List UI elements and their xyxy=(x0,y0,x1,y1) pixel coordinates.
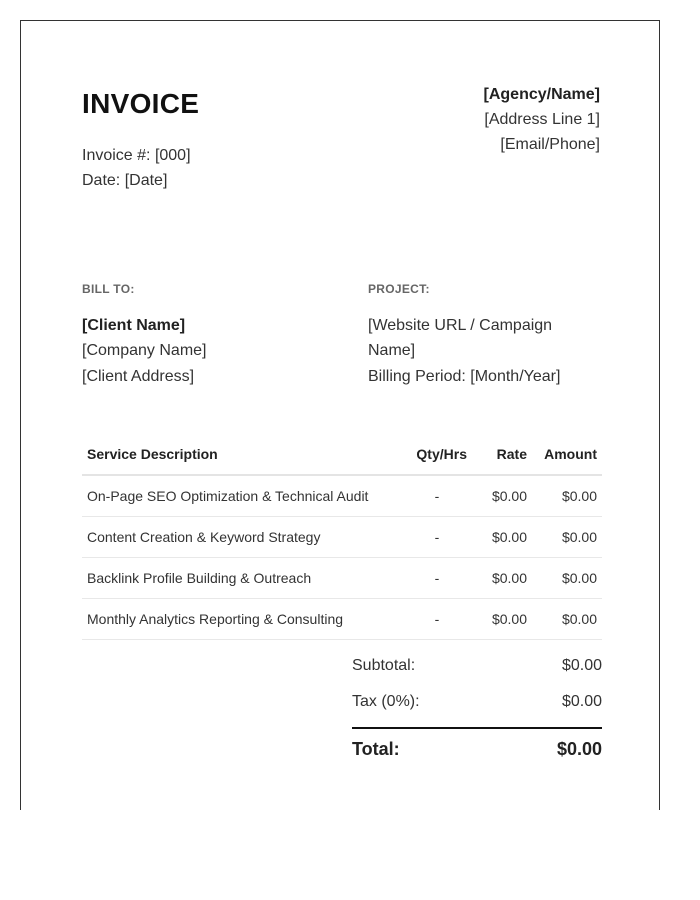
subtotal-row xyxy=(352,653,602,689)
invoice-meta xyxy=(82,143,191,193)
bill-to-label: BILL TO: xyxy=(82,282,135,296)
total-divider xyxy=(352,727,602,729)
totals-block xyxy=(352,653,602,760)
company-name: [Company Name] xyxy=(82,342,207,359)
services-table xyxy=(82,434,602,640)
project-block xyxy=(368,277,578,389)
invoice-date: [Date] xyxy=(124,172,168,189)
service-amount: $0.00 xyxy=(532,599,602,640)
total-label: Total: xyxy=(352,739,400,759)
service-amount: $0.00 xyxy=(532,517,602,558)
service-qty: - xyxy=(402,517,472,558)
subtotal-label: Subtotal: xyxy=(352,657,416,674)
total-row xyxy=(352,739,602,760)
client-name: [Client Name] xyxy=(82,316,186,334)
service-description: On-Page SEO Optimization & Technical Audit xyxy=(82,475,402,517)
agency-address: [Address Line 1] xyxy=(484,111,600,128)
subtotal-value: $0.00 xyxy=(561,657,602,674)
service-rate: $0.00 xyxy=(472,475,532,517)
service-description: Monthly Analytics Reporting & Consulting xyxy=(82,599,402,640)
invoice-sheet xyxy=(20,20,660,810)
header-description: Service Description xyxy=(82,434,402,475)
billing-period-label: Billing Period: xyxy=(368,367,466,385)
tax-label: Tax (0%): xyxy=(352,693,420,710)
invoice-number-line xyxy=(82,143,191,168)
service-rate: $0.00 xyxy=(472,517,532,558)
service-description: Content Creation & Keyword Strategy xyxy=(82,517,402,558)
agency-name: [Agency/Name] xyxy=(483,86,600,103)
header-amount: Amount xyxy=(532,434,602,475)
invoice-date-line xyxy=(82,168,191,193)
table-header-row xyxy=(82,434,602,475)
service-qty: - xyxy=(402,599,472,640)
client-address: [Client Address] xyxy=(82,367,195,385)
agency-block xyxy=(484,82,600,157)
service-qty: - xyxy=(402,558,472,599)
billing-period: [Month/Year] xyxy=(470,367,561,385)
service-amount: $0.00 xyxy=(532,558,602,599)
service-qty: - xyxy=(402,475,472,517)
service-amount: $0.00 xyxy=(532,475,602,517)
agency-contact: [Email/Phone] xyxy=(500,136,600,153)
table-row xyxy=(82,517,602,558)
header-rate: Rate xyxy=(472,434,532,475)
invoice-number-label: Invoice #: xyxy=(82,147,151,164)
service-rate: $0.00 xyxy=(472,599,532,640)
tax-value: $0.00 xyxy=(561,693,602,710)
billing-period-line xyxy=(368,364,578,390)
total-value: $0.00 xyxy=(556,739,602,759)
header-qty: Qty/Hrs xyxy=(402,434,472,475)
invoice-date-label: Date: xyxy=(82,172,121,189)
project-website: [Website URL / Campaign Name] xyxy=(368,316,553,359)
invoice-title: INVOICE xyxy=(82,88,200,119)
tax-row xyxy=(352,689,602,725)
service-rate: $0.00 xyxy=(472,558,532,599)
table-row xyxy=(82,599,602,640)
table-row xyxy=(82,558,602,599)
bill-to-block xyxy=(82,277,207,389)
table-row xyxy=(82,475,602,517)
invoice-number: [000] xyxy=(154,147,191,164)
service-description: Backlink Profile Building & Outreach xyxy=(82,558,402,599)
project-label: PROJECT: xyxy=(368,282,430,296)
